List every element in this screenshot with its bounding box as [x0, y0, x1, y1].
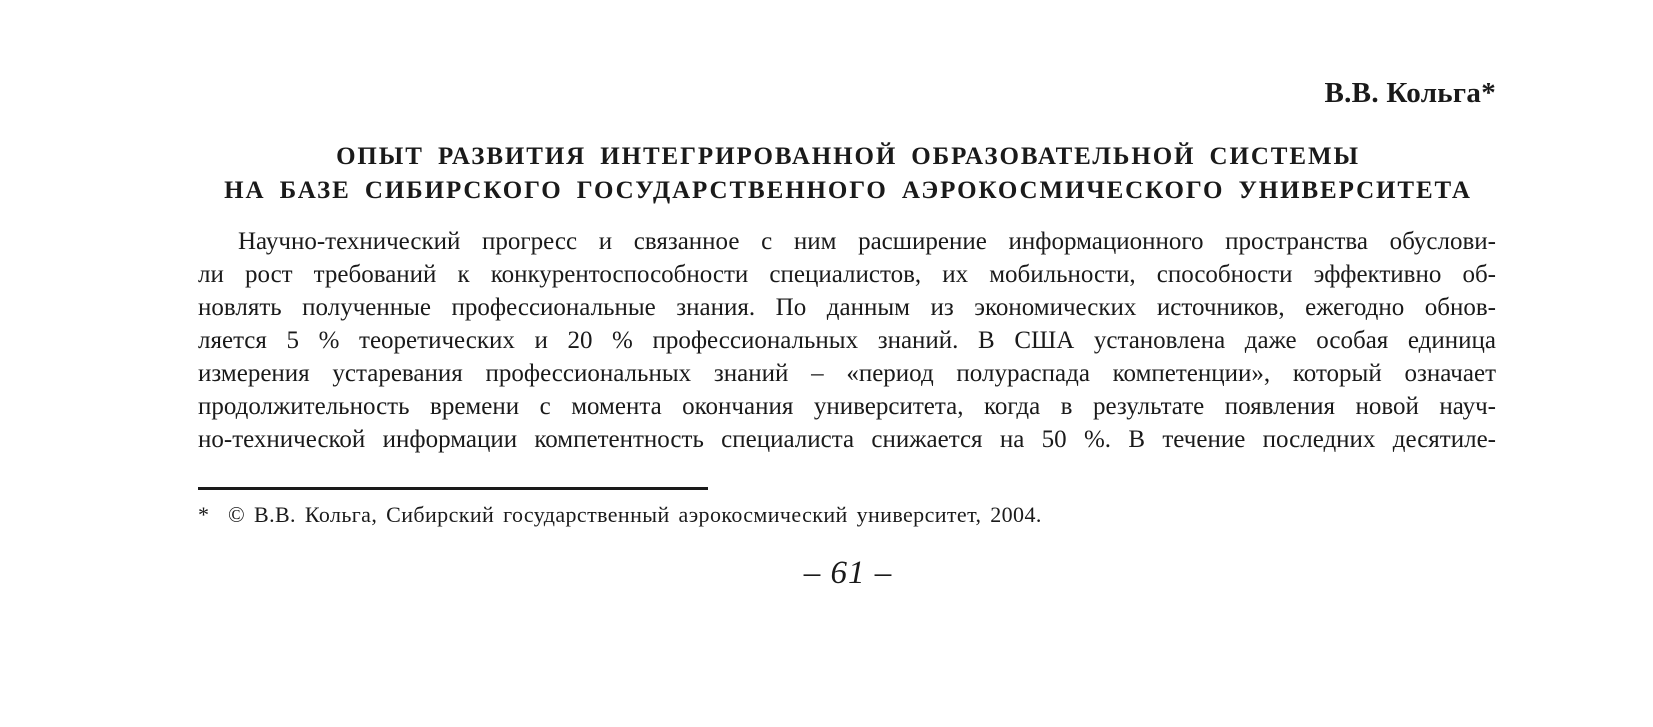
footnote-separator — [198, 487, 708, 490]
body-line: Научно-технический прогресс и связанное с ним расширение информационного пространства обуслови- — [238, 228, 1496, 255]
title-line: ОПЫТ РАЗВИТИЯ ИНТЕГРИРОВАННОЙ ОБРАЗОВАТЕЛЬНОЙ СИСТЕМЫ — [336, 143, 1360, 170]
footnote-text: © В.В. Кольга, Сибирский государственный аэрокосмический университет, 2004. — [228, 502, 1042, 527]
title-line: НА БАЗЕ СИБИРСКОГО ГОСУДАРСТВЕННОГО АЭРОКОСМИЧЕСКОГО УНИВЕРСИТЕТА — [224, 177, 1472, 204]
article-title — [200, 140, 1496, 208]
body-line: но-технической информации компетентность специалиста снижается на 50 %. В течение последних десятиле- — [198, 426, 1496, 453]
body-line: новлять полученные профессиональные знания. По данным из экономических источников, ежегодно обнов- — [198, 294, 1496, 321]
body-line: ли рост требований к конкурентоспособности специалистов, их мобильности, способности эффективно об- — [198, 261, 1496, 288]
body-line: измерения устаревания профессиональных знаний – «период полураспада компетенции», который означает — [198, 360, 1496, 387]
body-line: ляется 5 % теоретических и 20 % профессиональных знаний. В США установлена даже особая единица — [198, 327, 1496, 354]
page-number: – 61 – — [803, 555, 893, 591]
footnote — [198, 500, 1496, 530]
body-paragraph — [198, 225, 1496, 456]
author-name: В.В. Кольга* — [1324, 77, 1496, 109]
body-line: продолжительность времени с момента окончания университета, когда в результате появления новой науч- — [198, 393, 1496, 420]
footnote-marker: * — [198, 502, 210, 527]
